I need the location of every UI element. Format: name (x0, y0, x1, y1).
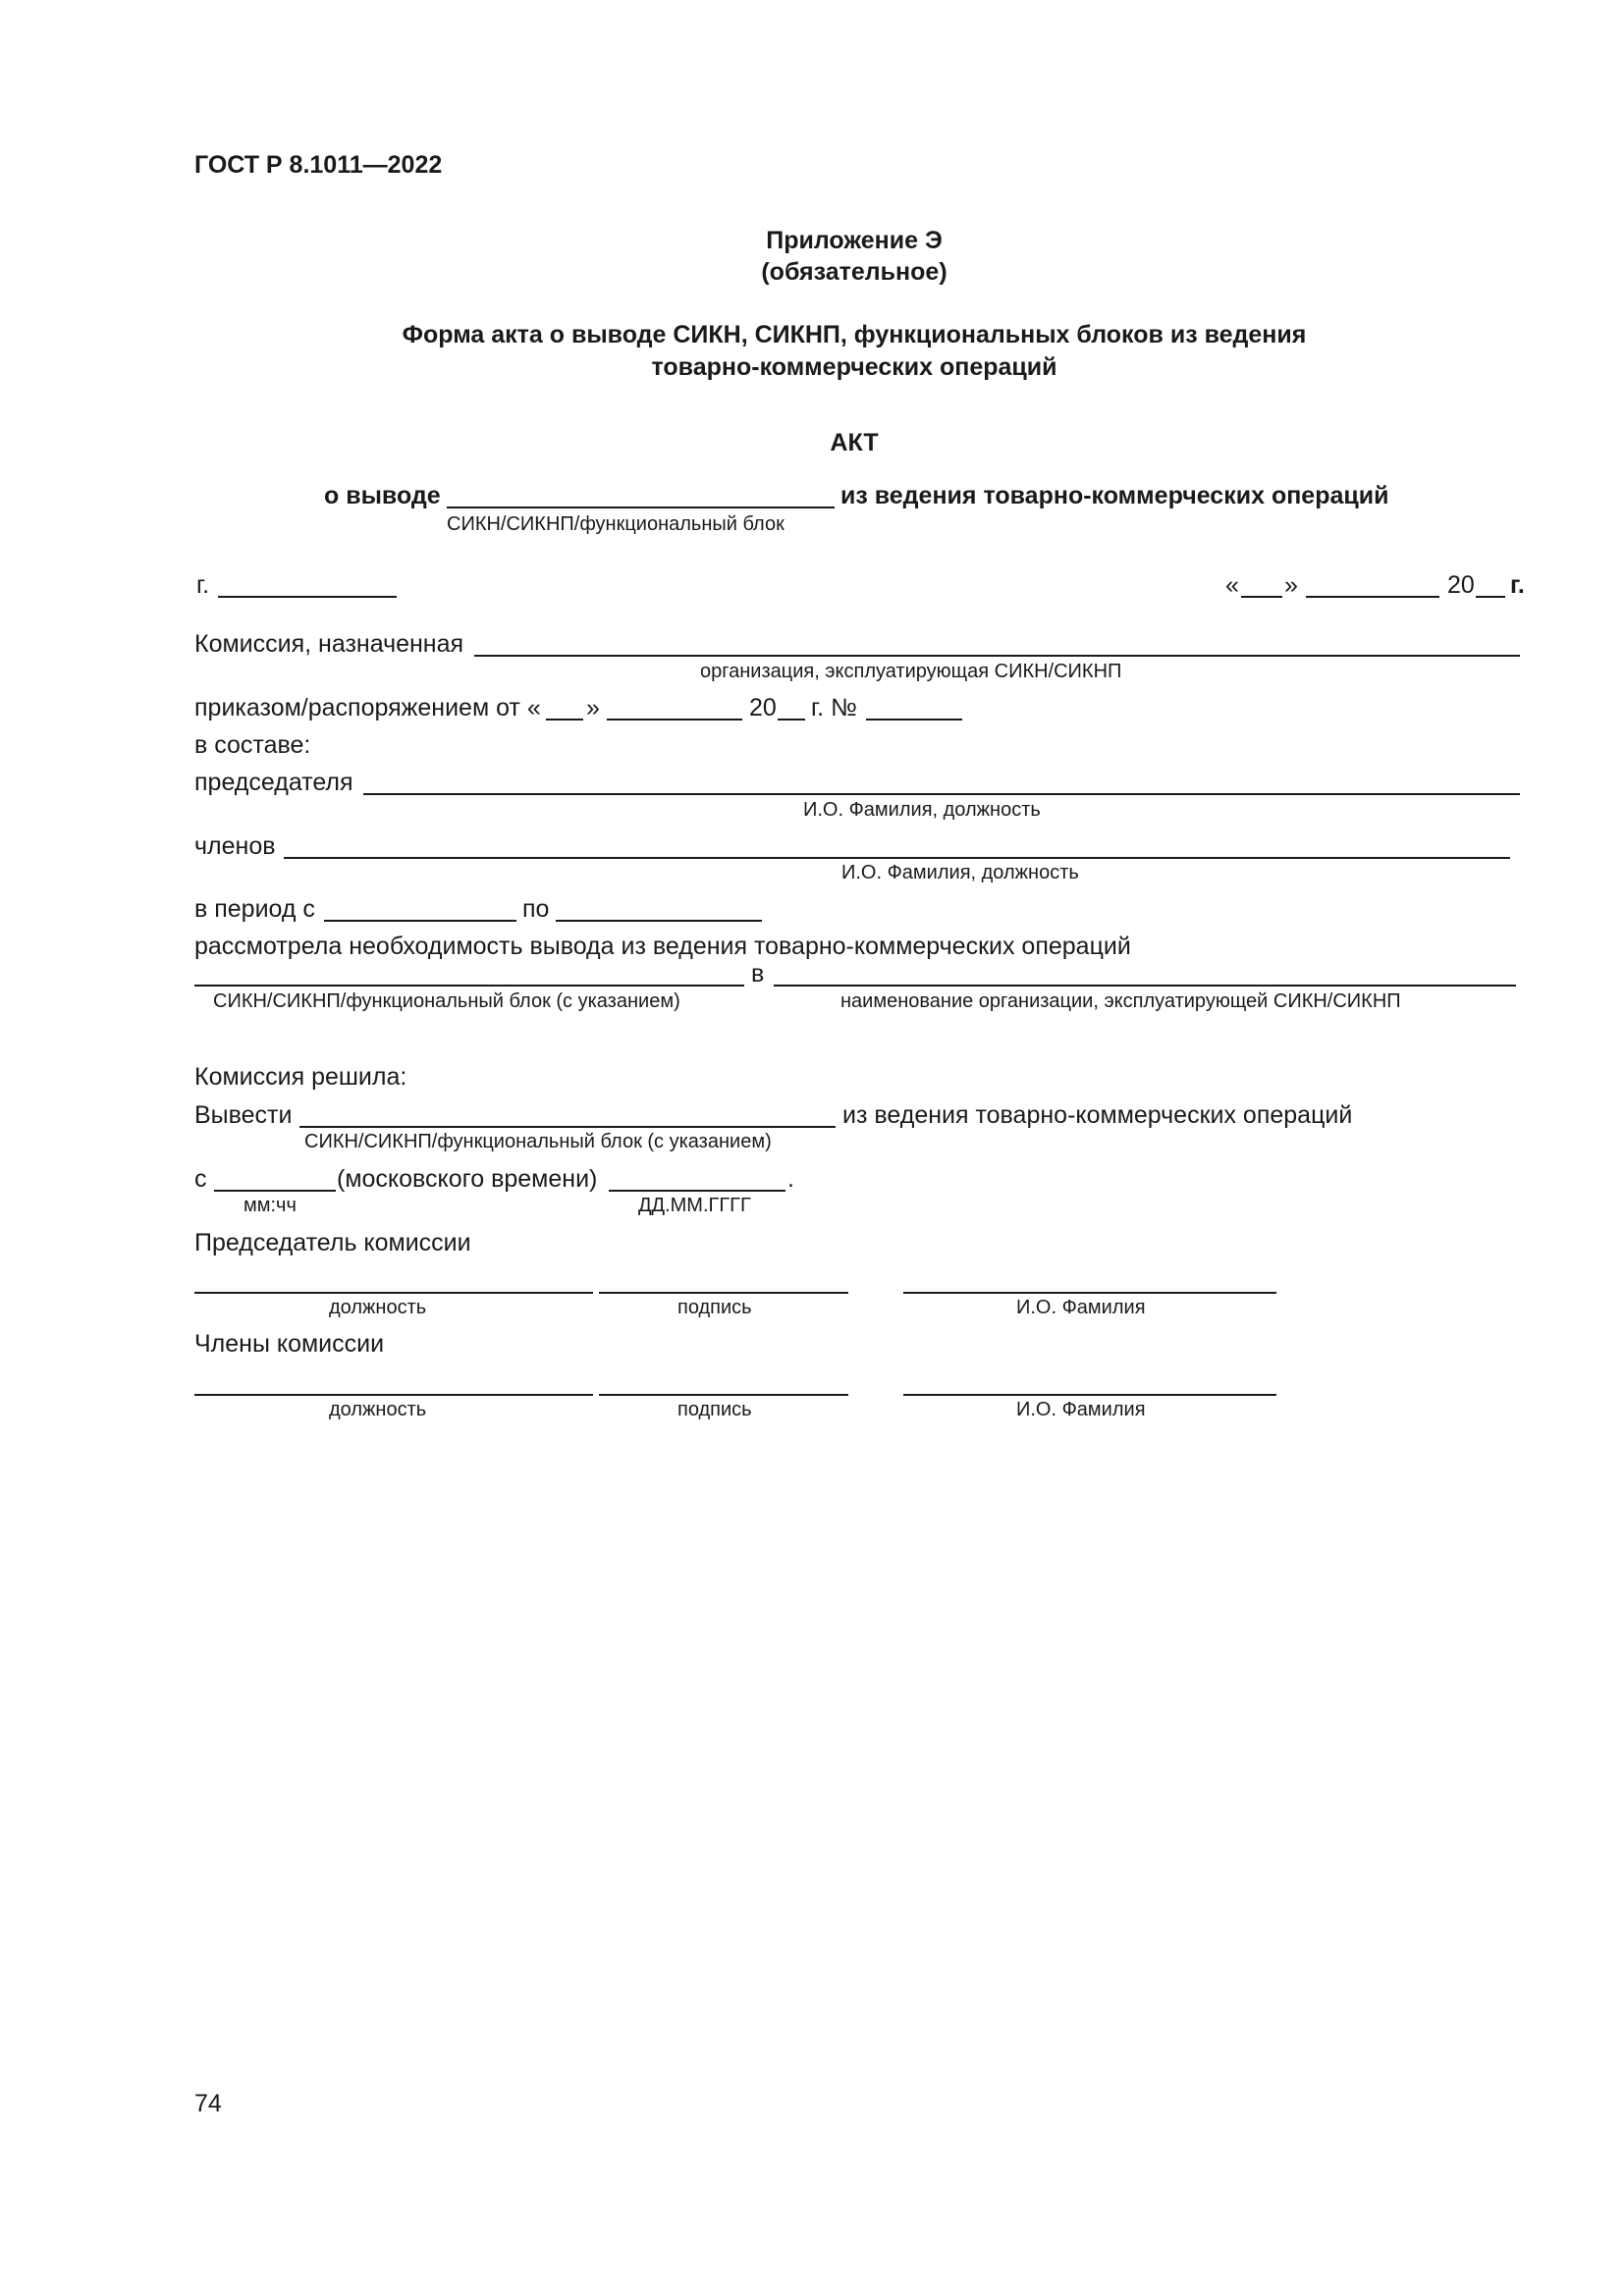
chairman-signature-field[interactable] (599, 1292, 848, 1294)
date-field[interactable] (609, 1190, 785, 1192)
chairman-heading: Председатель комиссии (194, 1229, 471, 1256)
device-caption: СИКН/СИКНП/функциональный блок (с указанием) (213, 990, 680, 1012)
act-subject-field[interactable] (447, 507, 835, 508)
decision-heading: Комиссия решила: (194, 1063, 407, 1091)
withdraw-suffix: из ведения товарно-коммерческих операций (842, 1101, 1353, 1129)
commission-org-caption: организация, эксплуатирующая СИКН/СИКНП (700, 661, 1122, 682)
member-position-field[interactable] (194, 1394, 593, 1396)
date-month-field[interactable] (1306, 596, 1439, 598)
act-heading: АКТ (830, 429, 879, 456)
city-prefix: г. (196, 571, 210, 599)
commission-org-field[interactable] (474, 655, 1520, 657)
order-number-field[interactable] (866, 719, 962, 721)
order-year-prefix: 20 (749, 694, 777, 721)
date-quote-close: » (1284, 571, 1298, 599)
chairman-field[interactable] (363, 793, 1520, 795)
date-quote-open: « (1225, 571, 1239, 599)
form-title-line2: товарно-коммерческих операций (651, 353, 1057, 381)
appendix-status: (обязательное) (761, 258, 947, 286)
member-name-caption: И.О. Фамилия (1016, 1399, 1146, 1420)
members-label: членов (194, 832, 276, 860)
commission-label: Комиссия, назначенная (194, 630, 464, 658)
period-from-field[interactable] (324, 920, 516, 922)
period-end: . (787, 1165, 794, 1193)
withdraw-caption: СИКН/СИКНП/функциональный блок (с указанием) (304, 1131, 772, 1152)
period-to-label: по (522, 895, 550, 923)
act-subject-caption: СИКН/СИКНП/функциональный блок (447, 513, 785, 535)
device-field[interactable] (194, 985, 744, 987)
form-title-line1: Форма акта о выводе СИКН, СИКНП, функциональных блоков из ведения (402, 321, 1307, 348)
order-day-field[interactable] (546, 719, 583, 721)
chairman-name-caption: И.О. Фамилия (1016, 1297, 1146, 1318)
order-text: приказом/распоряжением от « (194, 694, 541, 721)
chairman-position-caption: должность (329, 1297, 427, 1318)
date-day-field[interactable] (1241, 596, 1282, 598)
member-signature-field[interactable] (599, 1394, 848, 1396)
chairman-position-field[interactable] (194, 1292, 593, 1294)
members-field[interactable] (284, 857, 1510, 859)
withdraw-field[interactable] (299, 1126, 836, 1128)
chairman-name-field[interactable] (903, 1292, 1276, 1294)
order-number-label: г. № (811, 694, 857, 721)
member-position-caption: должность (329, 1399, 427, 1420)
chairman-caption: И.О. Фамилия, должность (803, 799, 1041, 821)
member-name-field[interactable] (903, 1394, 1276, 1396)
date-year-suffix: г. (1510, 571, 1525, 599)
considered-text: рассмотрела необходимость вывода из ведения товарно-коммерческих операций (194, 933, 1131, 960)
period-to-field[interactable] (556, 920, 762, 922)
date-caption: ДД.ММ.ГГГГ (638, 1195, 751, 1216)
members-caption: И.О. Фамилия, должность (841, 862, 1079, 883)
operator-org-field[interactable] (774, 985, 1516, 987)
time-field[interactable] (214, 1190, 336, 1192)
from-prefix: с (194, 1165, 207, 1193)
date-year-prefix: 20 (1447, 571, 1475, 599)
chairman-label: председателя (194, 769, 353, 796)
operator-org-caption: наименование организации, эксплуатирующей СИКН/СИКНП (840, 990, 1401, 1012)
act-subject-suffix: из ведения товарно-коммерческих операций (840, 482, 1389, 509)
act-subject-prefix: о выводе (324, 482, 441, 509)
period-from-label: в период с (194, 895, 315, 923)
in-word: в (751, 960, 765, 988)
withdraw-label: Вывести (194, 1101, 293, 1129)
members-heading: Члены комиссии (194, 1330, 385, 1358)
chairman-signature-caption: подпись (677, 1297, 752, 1318)
order-year-field[interactable] (778, 719, 805, 721)
city-field[interactable] (218, 596, 397, 598)
time-caption: мм:чч (244, 1195, 297, 1216)
standard-number: ГОСТ Р 8.1011—2022 (194, 151, 443, 179)
order-quote-close: » (586, 694, 600, 721)
page-number: 74 (194, 2090, 222, 2117)
moscow-time-label: (московского времени) (337, 1165, 598, 1193)
order-month-field[interactable] (607, 719, 742, 721)
member-signature-caption: подпись (677, 1399, 752, 1420)
date-year-field[interactable] (1476, 596, 1505, 598)
composition-label: в составе: (194, 731, 311, 759)
appendix-title: Приложение Э (766, 227, 943, 254)
